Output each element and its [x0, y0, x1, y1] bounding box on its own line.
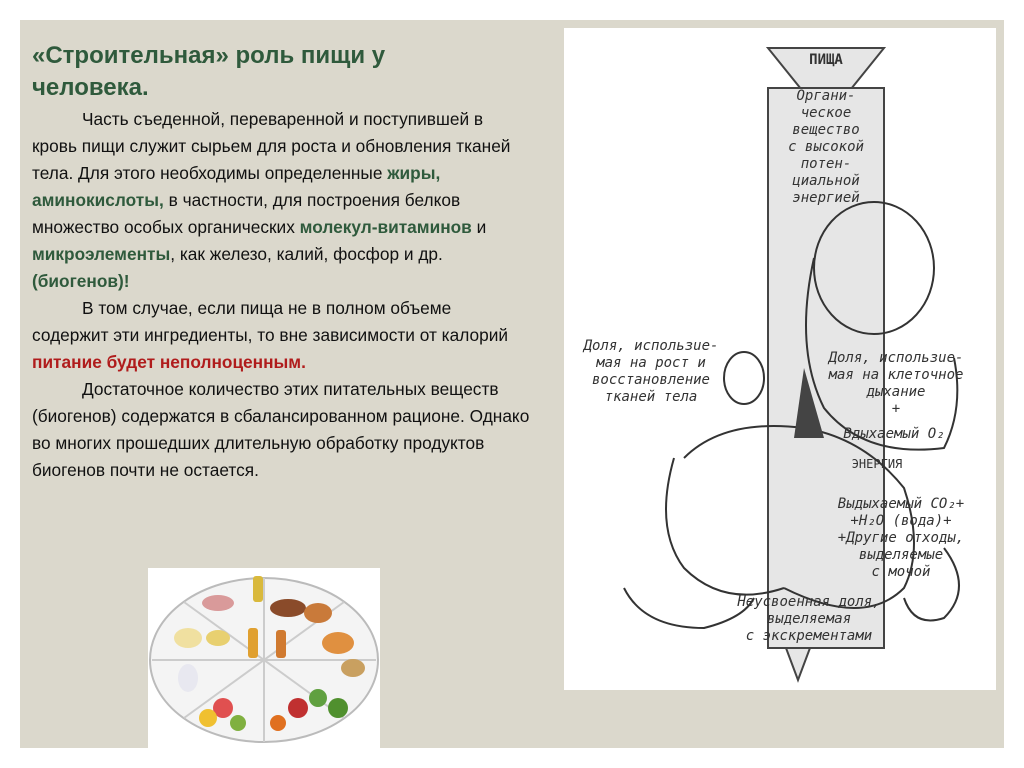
food-plate-image	[148, 568, 380, 748]
diagram-label-undigested: Неусвоенная доля, выделяемая с экскрементами	[737, 594, 881, 644]
highlight-fats-aminoacids: жиры, аминокислоты,	[32, 163, 441, 210]
diagram-label-o2: Вдыхаемый O₂	[843, 426, 945, 442]
slide-body	[32, 106, 532, 484]
paragraph-2: В том случае, если пища не в полном объеме содержит эти ингредиенты, то вне зависимости от калорий питание будет неполноценным.	[32, 298, 509, 372]
diagram-label-food: ПИЩА	[809, 52, 843, 68]
diagram-label-waste: Выдыхаемый CO₂+ +H₂O (вода)+ +Другие отходы, выделяемые с мочой	[837, 496, 965, 580]
metabolism-diagram	[564, 28, 996, 690]
paragraph-1: Часть съеденной, переваренной и поступившей в кровь пищи служит сырьем для роста и обновления тканей тела. Для этого необходимы определенные жиры, аминокислоты, в частности, для построения белков множество особых органических молекул-витаминов и микроэлементы, как железо, калий, фосфор и др. (биогенов)!	[32, 109, 511, 291]
diagram-label-energy: ЭНЕРГИЯ	[851, 457, 903, 471]
highlight-biogens: (биогенов)!	[32, 271, 130, 291]
diagram-label-organic: Органи- ческое вещество с высокой потен- циальной энергией	[788, 88, 864, 206]
diagram-label-respiration: Доля, использue- мая на клеточное дыхание +	[828, 350, 964, 417]
highlight-incomplete-nutrition: питание будет неполноценным.	[32, 352, 306, 372]
diagram-label-growth: Доля, использue- мая на рост и восстановление тканей тела	[583, 338, 719, 405]
paragraph-3: Достаточное количество этих питательных веществ (биогенов) содержатся в сбалансированном рационе. Однако во многих прошедших длительную обработку продуктов биогенов почти не остается.	[32, 379, 530, 480]
food-plate-illustration	[148, 568, 380, 748]
slide-title: «Строительная» роль пищи у человека.	[32, 42, 386, 101]
highlight-vitamins: молекул-витаминов	[299, 217, 472, 237]
highlight-microelements: микроэлементы	[32, 244, 171, 264]
